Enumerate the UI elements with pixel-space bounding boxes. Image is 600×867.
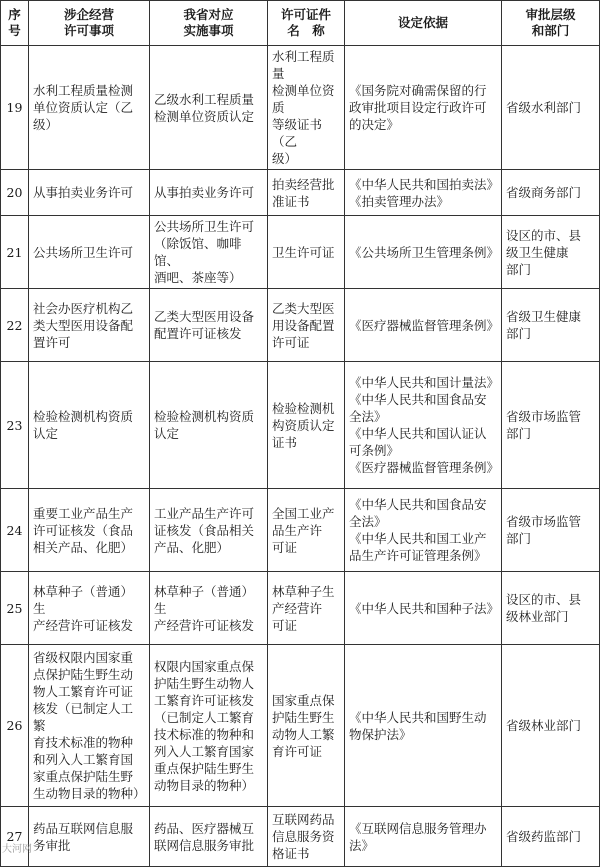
row-number: 22 — [1, 289, 29, 362]
approval-dept-cell — [502, 572, 600, 645]
cell-text: 检验检测机构资质 — [154, 409, 255, 424]
row-number: 24 — [1, 489, 29, 572]
cell-text: 《中华人民共和国野生动 — [349, 709, 487, 725]
business-item-cell — [29, 46, 150, 170]
provincial-item-cell — [150, 216, 268, 289]
watermark: 大河网 — [2, 844, 32, 855]
cell-text: 《中华人民共和国工业产 — [349, 531, 487, 546]
provincial-item-cell — [150, 362, 268, 489]
cell-text: 水利工程质量检测 — [33, 83, 134, 98]
business-item-cell — [29, 289, 150, 362]
header-text: 我省对应 — [183, 7, 234, 22]
cell-text: 酒吧、茶座等） — [154, 270, 242, 285]
cell-text: 品生产许可证管理条例》 — [349, 548, 487, 563]
table-row — [1, 170, 600, 216]
cell-text: 林草种子（普通）生 — [33, 583, 134, 616]
legal-basis-cell — [345, 645, 502, 807]
header-text: 许可证件 — [280, 7, 331, 22]
cell-text: 乙类大型医 — [272, 300, 335, 316]
approval-dept-cell — [502, 362, 600, 489]
cell-text: 国家重点保 — [272, 692, 335, 708]
cell-text: （已制定人工繁育 — [154, 709, 255, 725]
cell-text: 药品互联网信息服 — [33, 820, 134, 836]
cell-text: 产经营许可证核发 — [154, 617, 255, 633]
approval-dept-cell — [502, 216, 600, 289]
cert-name-cell — [268, 645, 345, 807]
cell-text: 信息服务资 — [272, 829, 335, 844]
cell-text: 育技术标准的物种 — [33, 735, 134, 750]
cell-text: 护陆生野生 — [272, 709, 335, 725]
cell-text: 省级卫生健康 — [506, 309, 582, 324]
legal-basis-cell — [345, 489, 502, 572]
row-number: 23 — [1, 362, 29, 489]
cell-text: 技术标准的物种和 — [154, 726, 255, 742]
provincial-item-cell — [150, 289, 268, 362]
cell-text: 产经营许 — [272, 600, 323, 616]
cell-text: 社会办医疗机构乙 — [33, 300, 134, 316]
business-item-cell — [29, 572, 150, 645]
cell-text: 类大型医用设备配 — [33, 317, 134, 333]
header-provincial-item — [150, 1, 268, 46]
cell-text: 省级市场监管 — [506, 409, 582, 424]
provincial-item-cell — [150, 46, 268, 170]
table-header — [1, 1, 600, 46]
cell-text: 林草种子（普通）生 — [154, 583, 255, 616]
cell-text: 省级药监部门 — [506, 829, 582, 844]
cell-text: 部门 — [506, 531, 532, 546]
cert-name-cell — [268, 289, 345, 362]
provincial-item-cell — [150, 489, 268, 572]
cell-text: 《中华人民共和国种子法》 — [349, 600, 500, 616]
cell-text: 品生产许 — [272, 522, 323, 538]
legal-basis-cell — [345, 216, 502, 289]
cell-text: 置许可 — [33, 334, 71, 350]
cell-text: 省级水利部门 — [506, 100, 582, 115]
table-row — [1, 645, 600, 807]
cell-text: 水利工程质量 — [272, 49, 335, 81]
cell-text: 物保护法》 — [349, 726, 412, 742]
business-item-cell — [29, 489, 150, 572]
cell-text: 重要工业产品生产 — [33, 505, 134, 521]
cell-text: 《中华人民共和国认证认 — [349, 426, 487, 441]
cell-text: 重点保护陆生野生 — [154, 760, 255, 776]
header-text: 审批层级 — [525, 7, 576, 22]
cell-text: 政审批项目设定行政许可 — [349, 100, 487, 115]
header-text: 和部门 — [531, 23, 570, 38]
legal-basis-cell — [345, 807, 502, 867]
cell-text: 部门 — [506, 261, 532, 277]
cell-text: 《中华人民共和国食品安 — [349, 392, 487, 407]
cell-text: 用设备配置 — [272, 317, 335, 333]
cell-text: 从事拍卖业务许可 — [33, 185, 134, 200]
cell-text: 省级权限内国家重 — [33, 650, 134, 665]
cell-text: 《国务院对确需保留的行 — [349, 83, 487, 98]
cell-text: 准证书 — [272, 193, 310, 209]
header-cert-name — [268, 1, 345, 46]
cell-text: 检验检测机构资质 — [33, 409, 134, 424]
cell-text: 产品、化肥） — [154, 539, 230, 555]
cell-text: 全国工业产 — [272, 505, 335, 521]
cell-text: 省级市场监管 — [506, 514, 582, 529]
cell-text: 《互联网信息服务管理办 — [349, 820, 487, 836]
cell-text: 产经营许可证核发 — [33, 617, 134, 633]
legal-basis-cell — [345, 46, 502, 170]
cell-text: 物人工繁育许可证 — [33, 684, 134, 699]
cell-text: 配置许可证核发 — [154, 326, 242, 341]
cell-text: 核发（已制定人工繁 — [33, 701, 134, 733]
cell-text: 权限内国家重点保 — [154, 658, 255, 674]
cell-text: 药品、医疗器械互 — [154, 820, 255, 836]
cell-text: 部门 — [506, 326, 532, 341]
cell-text: 卫生许可证 — [272, 244, 335, 260]
business-item-cell — [29, 170, 150, 216]
header-text: 序号 — [8, 7, 21, 38]
cell-text: 互联网药品 — [272, 812, 335, 827]
approval-dept-cell — [502, 489, 600, 572]
legal-basis-cell — [345, 289, 502, 362]
cell-text: 检测单位资质 — [272, 83, 335, 115]
header-approval-dept — [502, 1, 600, 46]
cell-text: 联网信息服务审批 — [154, 837, 255, 853]
cell-text: 构资质认定 — [272, 417, 335, 433]
cell-text: 检验检测机 — [272, 400, 335, 416]
cell-text: 可条例》 — [349, 443, 400, 458]
cell-text: 生动物目录的物种） — [33, 786, 146, 801]
cell-text: 公共场所卫生许可 — [33, 244, 134, 260]
business-item-cell — [29, 807, 150, 867]
cell-text: 法》 — [349, 837, 375, 853]
cell-text: 动物目录的物种） — [154, 777, 255, 793]
cell-text: 护陆生野生动物人 — [154, 675, 255, 691]
row-number: 25 — [1, 572, 29, 645]
cell-text: 可证 — [272, 539, 298, 555]
cert-name-cell — [268, 362, 345, 489]
business-item-cell — [29, 216, 150, 289]
cell-text: 级林业部门 — [506, 609, 569, 624]
cell-text: 《拍卖管理办法》 — [349, 193, 450, 209]
cell-text: 育许可证 — [272, 743, 323, 759]
cell-text: 列入人工繁育国家 — [154, 743, 255, 759]
cell-text: 工业产品生产许可 — [154, 505, 255, 521]
cell-text: 公共场所卫生许可 — [154, 219, 255, 234]
row-number: 27 — [1, 807, 29, 867]
cell-text: 《中华人民共和国拍卖法》 — [349, 176, 500, 192]
provincial-item-cell — [150, 807, 268, 867]
row-number: 26 — [1, 645, 29, 807]
business-item-cell — [29, 645, 150, 807]
cell-text: 级） — [33, 117, 59, 132]
cell-text: 家重点保护陆生野 — [33, 769, 134, 784]
legal-basis-cell — [345, 572, 502, 645]
cell-text: 部门 — [506, 426, 532, 441]
header-seq — [1, 1, 29, 46]
row-number: 21 — [1, 216, 29, 289]
table-row — [1, 489, 600, 572]
cell-text: 乙类大型医用设备 — [154, 309, 255, 324]
legal-basis-cell — [345, 362, 502, 489]
cell-text: 从事拍卖业务许可 — [154, 185, 255, 200]
cell-text: 省级林业部门 — [506, 718, 582, 733]
header-legal-basis — [345, 1, 502, 46]
approval-dept-cell — [502, 170, 600, 216]
cell-text: 《中华人民共和国计量法》 — [349, 375, 500, 390]
cell-text: 拍卖经营批 — [272, 176, 335, 192]
table-row — [1, 216, 600, 289]
cell-text: 林草种子生 — [272, 583, 335, 599]
cell-text: 认定 — [33, 426, 59, 441]
cell-text: 全法》 — [349, 409, 387, 424]
provincial-item-cell — [150, 170, 268, 216]
cell-text: （除饭馆、咖啡馆、 — [154, 236, 242, 268]
cell-text: 单位资质认定（乙 — [33, 100, 134, 115]
approval-dept-cell — [502, 807, 600, 867]
cell-text: 《医疗器械监督管理条例》 — [349, 317, 500, 333]
header-row — [1, 1, 600, 46]
cell-text: 设区的市、县 — [506, 227, 582, 243]
header-text: 涉企经营 — [63, 7, 114, 22]
cell-text: 省级商务部门 — [506, 185, 582, 200]
approval-dept-cell — [502, 46, 600, 170]
cell-text: 务审批 — [33, 837, 71, 853]
header-text: 名 称 — [287, 23, 325, 38]
cell-text: 检测单位资质认定 — [154, 108, 255, 124]
cert-name-cell — [268, 807, 345, 867]
cell-text: 乙级水利工程质量 — [154, 91, 255, 107]
table-row — [1, 289, 600, 362]
cell-text: 认定 — [154, 426, 180, 441]
header-text: 许可事项 — [63, 23, 114, 38]
provincial-item-cell — [150, 572, 268, 645]
cell-text: 相关产品、化肥） — [33, 539, 134, 555]
cell-text: 点保护陆生野生动 — [33, 667, 134, 682]
cell-text: 《医疗器械监督管理条例》 — [349, 460, 500, 475]
cell-text: 《公共场所卫生管理条例》 — [349, 244, 500, 260]
table-row — [1, 362, 600, 489]
cert-name-cell — [268, 572, 345, 645]
row-number: 19 — [1, 46, 29, 170]
cell-text: 可证 — [272, 617, 298, 633]
table-row — [1, 46, 600, 170]
cell-text: 《中华人民共和国食品安 — [349, 497, 487, 512]
cert-name-cell — [268, 46, 345, 170]
cell-text: 全法》 — [349, 514, 387, 529]
cert-name-cell — [268, 170, 345, 216]
table-body — [1, 46, 600, 867]
cell-text: 设区的市、县 — [506, 592, 582, 607]
cert-name-cell — [268, 216, 345, 289]
approval-dept-cell — [502, 289, 600, 362]
cell-text: 等级证书（乙 — [272, 117, 323, 149]
cell-text: 和列入人工繁育国 — [33, 752, 134, 767]
cell-text: 证书 — [272, 434, 298, 450]
row-number: 20 — [1, 170, 29, 216]
cell-text: 动物人工繁 — [272, 726, 335, 742]
cell-text: 级） — [272, 151, 298, 166]
cell-text: 许可证 — [272, 334, 310, 350]
business-item-cell — [29, 362, 150, 489]
cell-text: 级卫生健康 — [506, 244, 569, 260]
approval-dept-cell — [502, 645, 600, 807]
provincial-item-cell — [150, 645, 268, 807]
cell-text: 工繁育许可证核发 — [154, 692, 255, 708]
cert-name-cell — [268, 489, 345, 572]
table-row — [1, 807, 600, 867]
cell-text: 证核发（食品相关 — [154, 522, 255, 538]
header-business-item — [29, 1, 150, 46]
legal-basis-cell — [345, 170, 502, 216]
cell-text: 格证书 — [272, 846, 310, 861]
table-row — [1, 572, 600, 645]
cell-text: 的决定》 — [349, 117, 400, 132]
header-text: 设定依据 — [397, 15, 448, 30]
header-text: 实施事项 — [183, 23, 234, 38]
cell-text: 许可证核发（食品 — [33, 522, 134, 538]
